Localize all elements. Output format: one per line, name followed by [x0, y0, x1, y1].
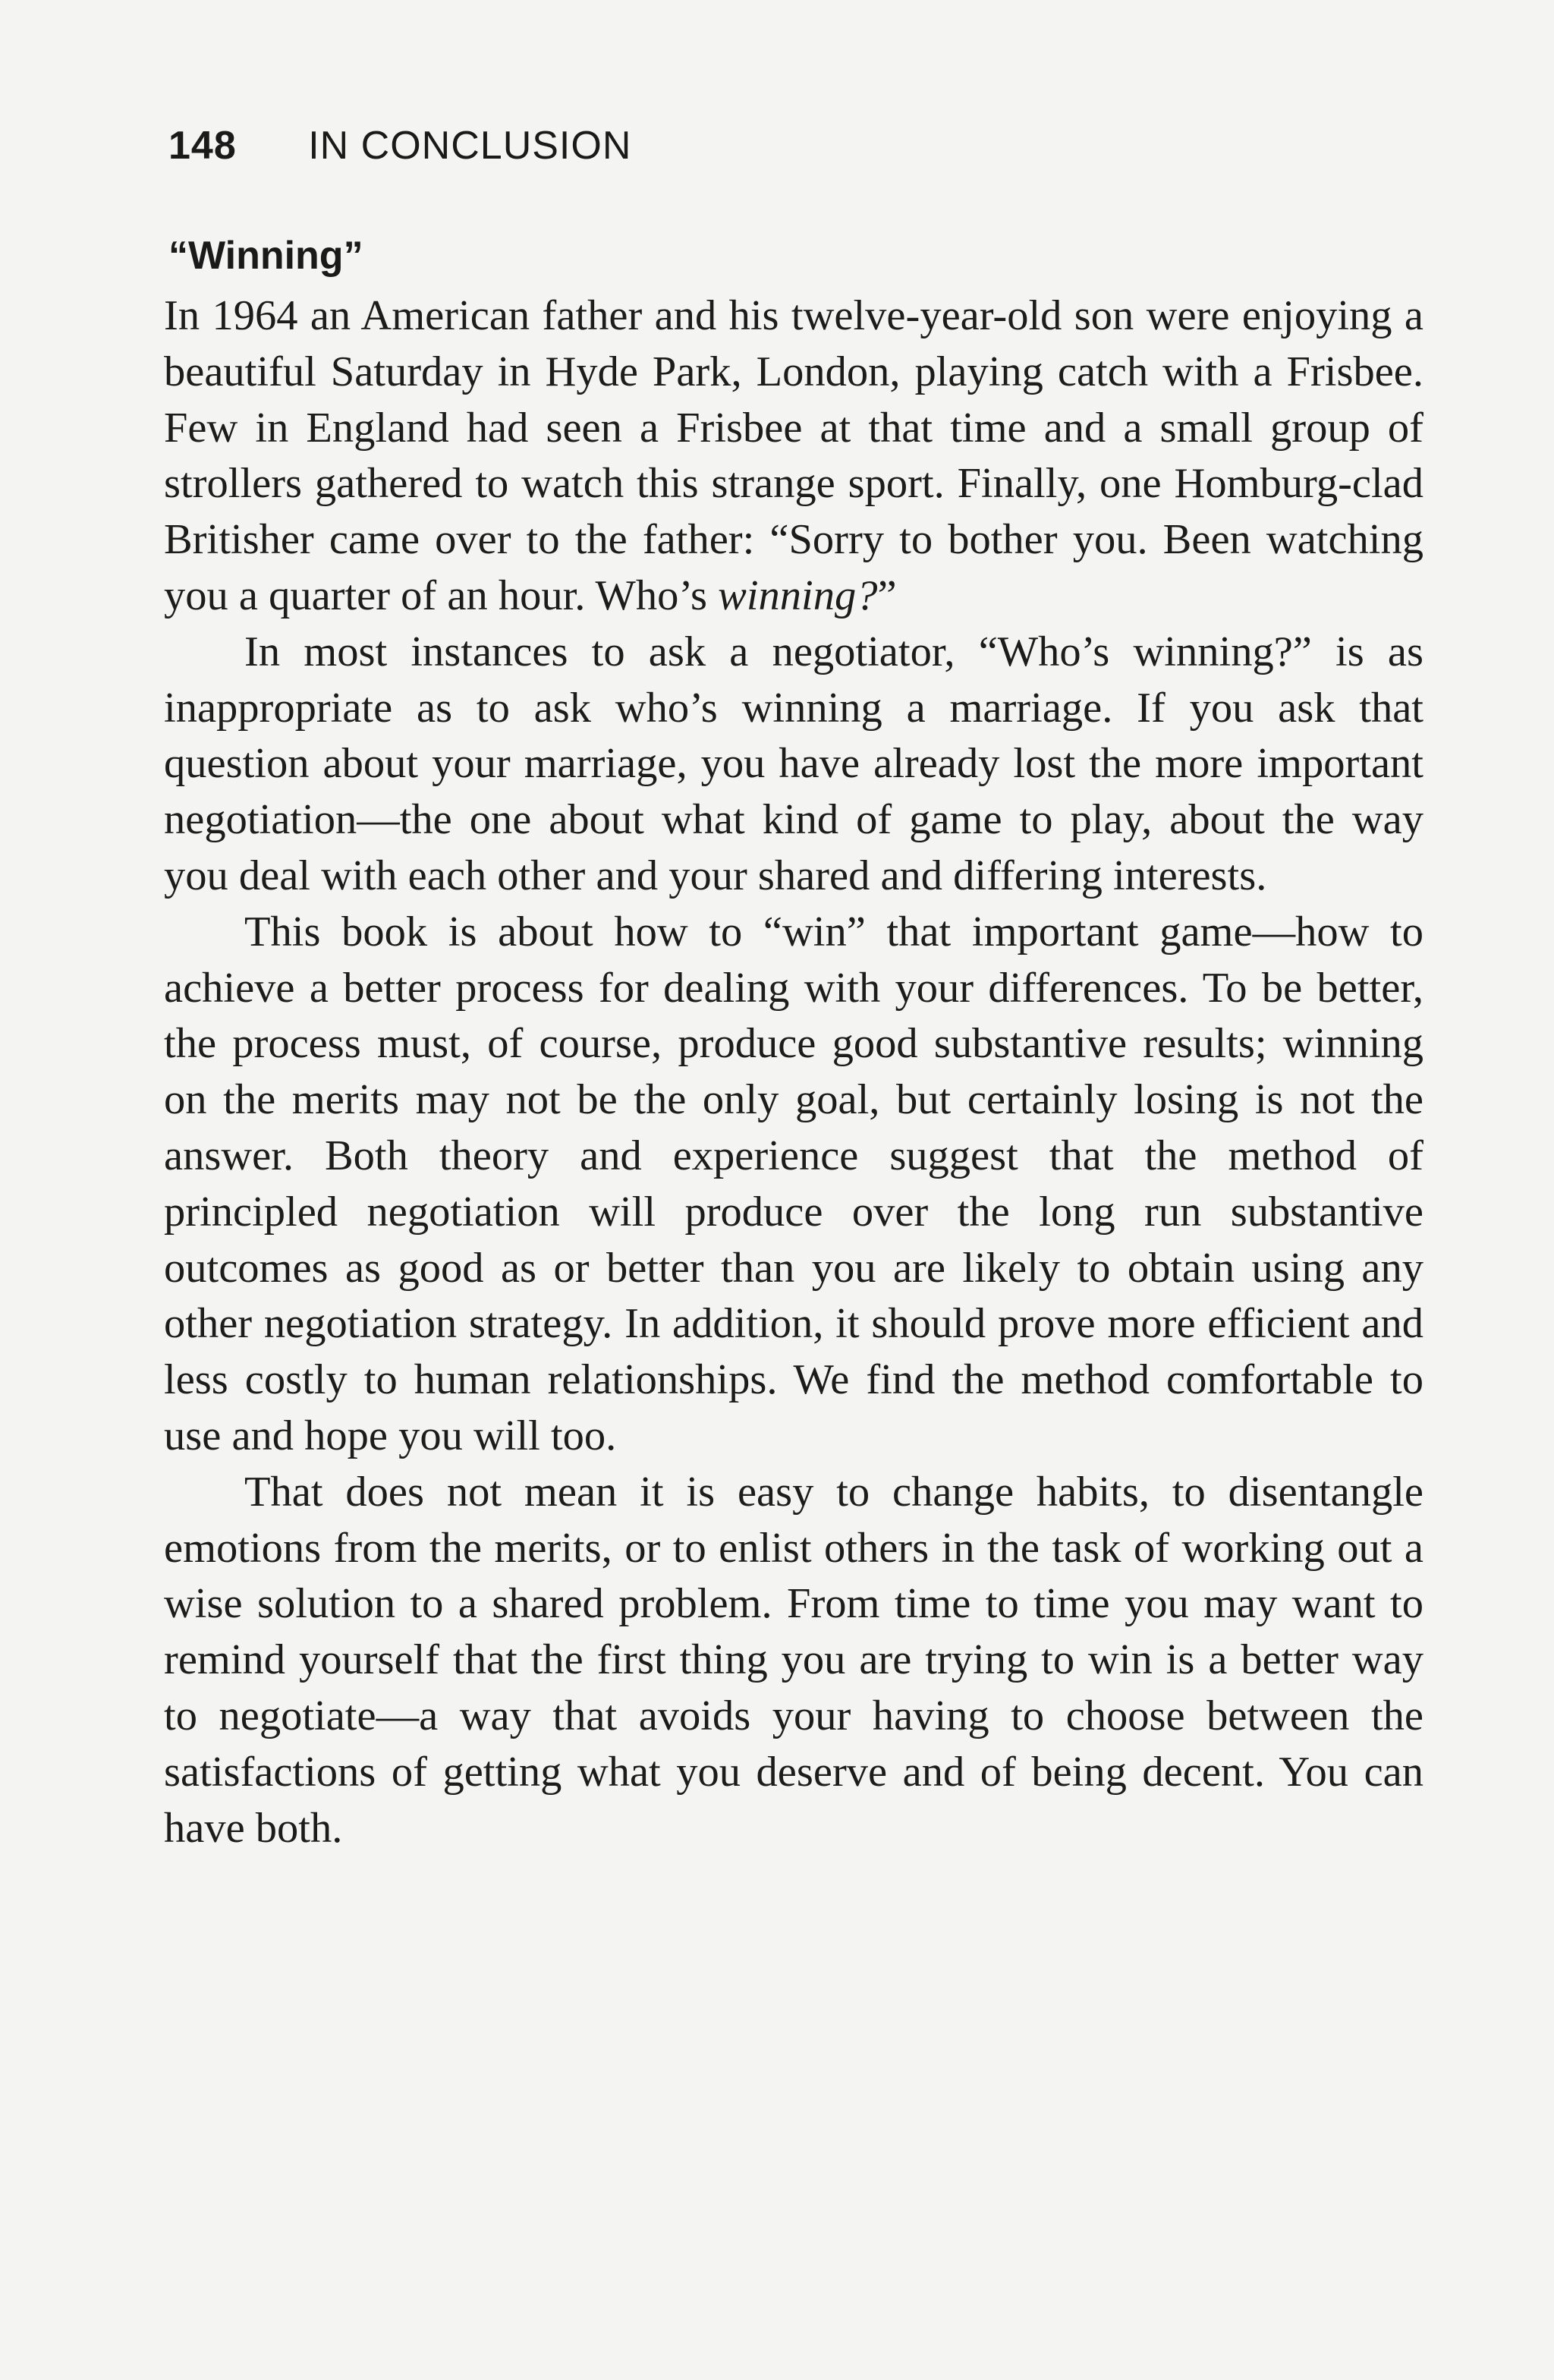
section-title: IN CONCLUSION	[308, 124, 632, 168]
paragraph-4: That does not mean it is easy to change habits, to disentangle emotions from the merits, or to enlist others in the task of working out a wise solution to a shared problem. From time to time you may want to remind yourself that the first thing you are trying to win is a better way to negotiate—a way that avoids your having to choose between the satisfactions of getting what you deserve and of being decent. You can have both.	[164, 1468, 1423, 1852]
paragraph-3: This book is about how to “win” that important game—how to achieve a better process for dealing with your differences. To be better, the process must, of course, produce good substantive results; winning on the merits may not be the only goal, but certainly losing is not the answer. Both theory and experience suggest that the method of principled negotiation will produce over the long run substantive outcomes as good as or better than you are likely to obtain using any other negotiation strategy. In addition, it should prove more efficient and less costly to human relationships. We find the method comfortable to use and hope you will too.	[164, 908, 1423, 1459]
paragraph-1-closing-quote: ”	[877, 571, 897, 619]
paragraph-1-text: In 1964 an American father and his twelve-year-old son were enjoying a beautiful Saturday in Hyde Park, London, playing catch with a Frisbee. Few in England had seen a Frisbee at that time and a small group of strollers gathered to watch this strange sport. Finally, one Homburg-clad Britisher came over to the father: “Sorry to bother you. Been watching you a quarter of an hour. Who’s	[164, 292, 1423, 619]
paragraph-2: In most instances to ask a negotiator, “Who’s winning?” is as inappropriate as to ask who’s winning a marriage. If you ask that question about your marriage, you have already lost the more important negotiation—the one about what kind of game to play, about the way you deal with each other and your shared and differing interests.	[164, 628, 1423, 899]
paragraph-1-emphasis: winning?	[718, 571, 878, 619]
page-number: 148	[168, 124, 237, 168]
section-heading: “Winning”	[168, 234, 363, 278]
paragraph-1	[164, 288, 1423, 625]
body-text	[164, 288, 1423, 1856]
running-head	[168, 118, 631, 173]
